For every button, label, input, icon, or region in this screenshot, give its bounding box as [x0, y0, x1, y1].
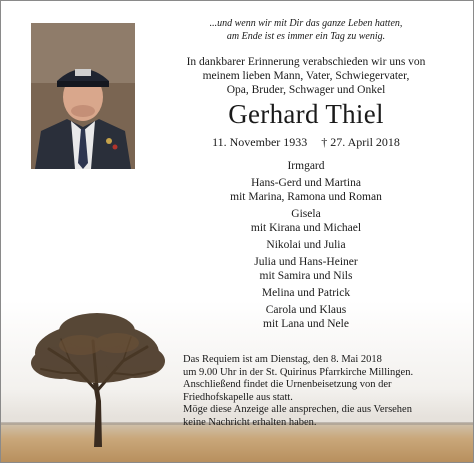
intro-text [141, 55, 471, 97]
family-group [141, 303, 471, 331]
birth-date: 11. November 1933 [212, 135, 308, 149]
death-date: † 27. April 2018 [321, 135, 400, 149]
quote-line: am Ende ist es immer ein Tag zu wenig. [226, 31, 386, 42]
family-line: Melina und Patrick [261, 287, 351, 299]
deceased-name: Gerhard Thiel [228, 99, 384, 129]
service-line: Friedhofskapelle aus statt. [183, 391, 293, 403]
family-line: Nikolai und Julia [266, 239, 346, 251]
family-line: Irmgard [287, 160, 325, 172]
quote-line: ...und wenn wir mit Dir das ganze Leben hatten, [209, 18, 403, 29]
family-line: mit Samira und Nils [259, 270, 353, 282]
family-group [141, 255, 471, 283]
family-list [141, 159, 471, 334]
intro-line: In dankbarer Erinnerung verabschieden wir uns von [186, 56, 426, 68]
family-line: Hans-Gerd und Martina [251, 177, 361, 189]
family-line: Gisela [291, 208, 321, 220]
service-line: um 9.00 Uhr in der St. Quirinus Pfarrkirche Millingen. [183, 366, 414, 378]
intro-line: meinem lieben Mann, Vater, Schwiegervater, [202, 70, 410, 82]
family-line: mit Kirana und Michael [250, 222, 362, 234]
family-group [141, 238, 471, 252]
quote [141, 17, 471, 43]
family-group [141, 207, 471, 235]
family-line: Julia und Hans-Heiner [254, 256, 358, 268]
intro-line: Opa, Bruder, Schwager und Onkel [226, 84, 386, 96]
service-line: Möge diese Anzeige alle ansprechen, die aus Versehen [183, 404, 412, 415]
service-line: Anschließend findet die Urnenbeisetzung von der [183, 379, 392, 390]
family-line: mit Lana und Nele [263, 318, 349, 330]
portrait-photo [31, 23, 135, 169]
service-line: Das Requiem ist am Dienstag, den 8. Mai 2018 [183, 354, 382, 365]
family-group [141, 176, 471, 204]
family-line: Carola und Klaus [265, 304, 347, 316]
life-dates [141, 135, 471, 149]
family-group [141, 159, 471, 173]
family-line: mit Marina, Ramona und Roman [230, 191, 382, 203]
service-info [183, 354, 471, 429]
family-group [141, 286, 471, 300]
service-line: keine Nachricht erhalten haben. [183, 416, 317, 428]
